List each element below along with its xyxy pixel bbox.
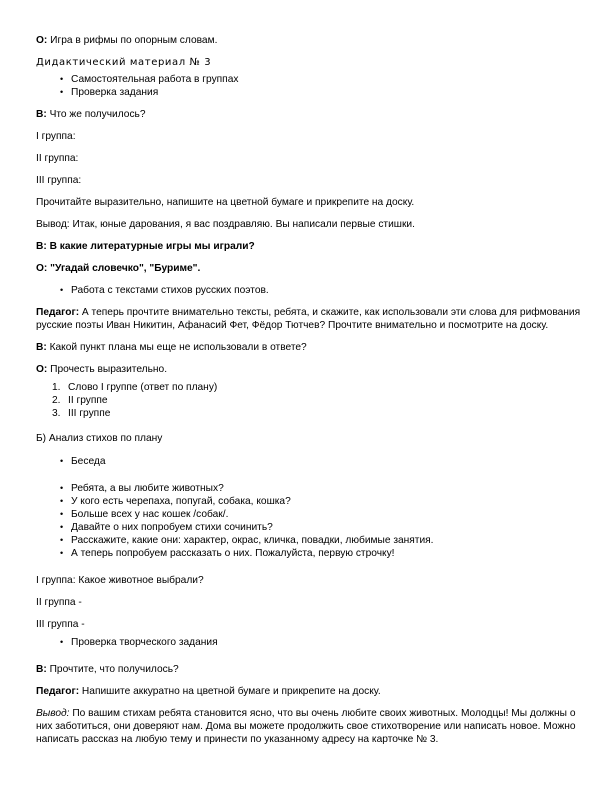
answer-line-2 [36,262,581,275]
conversation-list [60,482,581,560]
list-item: • Проверка задания [60,86,581,99]
list-item: • Работа с текстами стихов русских поэтов. [60,284,581,297]
answer-label: О: [36,35,48,46]
question-text: Какой пункт плана мы еще не использовали в ответе? [46,342,307,353]
answer-label: О: [36,364,48,375]
group-2-line: II группа: [36,153,79,164]
item-number: 2. [52,395,61,406]
item-number: 1. [52,382,61,393]
item-text: II группе [68,395,108,406]
conclusion-line-1: Вывод: Итак, юные дарования, я вас поздравляю. Вы написали первые стишки. [36,219,415,230]
teacher-paragraph-2 [36,685,581,698]
question-text: В какие литературные игры мы играли? [46,241,255,252]
question-line-1 [36,108,581,121]
list-item: • Проверка творческого задания [60,636,581,649]
answer-line-1 [36,34,581,47]
instruction-line: Прочитайте выразительно, напишите на цветной бумаге и прикрепите на доску. [36,197,415,208]
task-list-3 [60,455,581,468]
document-page [36,34,581,755]
group-3-line-b: III группа - [36,619,85,630]
question-text: Прочтите, что получилось? [46,664,179,675]
answer-text: Прочесть выразительно. [47,364,168,375]
didactic-title: Дидактический материал № 3 [36,57,212,68]
list-item: • А теперь попробуем рассказать о них. Пожалуйста, первую строчку! [60,547,581,560]
answer-text: "Угадай словечко", "Буриме". [47,263,201,274]
group-1-line: I группа: [36,131,76,142]
question-label: В: [36,241,47,252]
question-line-2 [36,240,581,253]
question-label: В: [36,342,47,353]
teacher-text: Напишите аккуратно на цветной бумаге и прикрепите на доску. [79,686,381,697]
task-list-2 [60,284,581,297]
conclusion-text: По вашим стихам ребята становится ясно, что вы очень любите своих животных. Молодцы! Мы должны о них заботиться, они доверяют нам. Дома вы можете продолжить свое стихотворение или написать новое. Можно написать рассказ на любую тему и принести по указанному адресу на карточке № 3. [36,708,576,745]
list-item: • Больше всех у нас кошек /собак/. [60,508,581,521]
conclusion-paragraph-2 [36,707,581,746]
numbered-item [52,381,581,394]
answer-text: Игра в рифмы по опорным словам. [47,35,218,46]
question-label: В: [36,109,47,120]
list-item: • Беседа [60,455,581,468]
list-item: • У кого есть черепаха, попугай, собака, кошка? [60,495,581,508]
list-item: • Расскажите, какие они: характер, окрас, кличка, повадки, любимые занятия. [60,534,581,547]
item-text: III группе [68,408,111,419]
question-line-3 [36,341,581,354]
item-number: 3. [52,408,61,419]
teacher-label: Педагог: [36,686,80,697]
group-2-line-b: II группа - [36,597,82,608]
numbered-list [52,381,581,420]
item-text: Слово I группе (ответ по плану) [68,382,218,393]
analysis-heading: Б) Анализ стихов по плану [36,433,163,444]
answer-label: О: [36,263,48,274]
task-list-4 [60,636,581,649]
question-line-4 [36,663,581,676]
numbered-item [52,407,581,420]
group-3-line: III группа: [36,175,82,186]
list-item: • Самостоятельная работа в группах [60,73,581,86]
task-list-1 [60,73,581,99]
numbered-item [52,394,581,407]
conclusion-label: Вывод: [36,708,70,719]
teacher-text: А теперь прочтите внимательно тексты, ребята, и скажите, как использовали эти слова для рифмования русские поэты Иван Никитин, Афанасий Фет, Фёдор Тютчев? Прочтите внимательно и посмотрите на доску. [36,307,581,331]
list-item: • Давайте о них попробуем стихи сочинить? [60,521,581,534]
list-item: • Ребята, а вы любите животных? [60,482,581,495]
teacher-paragraph-1 [36,306,581,332]
question-text: Что же получилось? [46,109,146,120]
question-label: В: [36,664,47,675]
group-1-question: I группа: Какое животное выбрали? [36,575,204,586]
teacher-label: Педагог: [36,307,80,318]
answer-line-3 [36,363,581,376]
